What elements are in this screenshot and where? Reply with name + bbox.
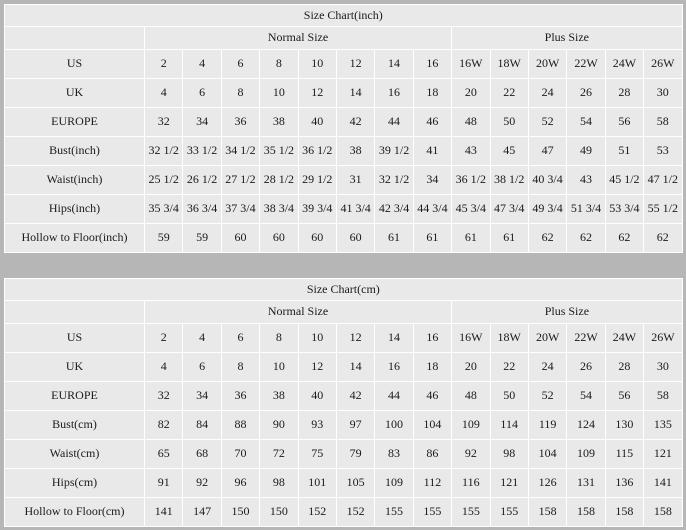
table-row bbox=[5, 50, 683, 79]
table-cell: 104 bbox=[528, 440, 566, 469]
table-cell: 4 bbox=[183, 50, 221, 79]
table-cell: 61 bbox=[375, 224, 413, 253]
table-row bbox=[5, 137, 683, 166]
table-cell: 96 bbox=[221, 469, 259, 498]
table-cell: 41 bbox=[413, 137, 451, 166]
table-cell: 152 bbox=[336, 498, 374, 527]
table-cell: 114 bbox=[490, 411, 528, 440]
table-cell: 61 bbox=[452, 224, 490, 253]
table-cell: 32 1/2 bbox=[145, 137, 183, 166]
table-cell: 115 bbox=[605, 440, 643, 469]
table-cell: 60 bbox=[221, 224, 259, 253]
table-cell: 65 bbox=[145, 440, 183, 469]
table-row bbox=[5, 224, 683, 253]
table-cell: 34 bbox=[183, 108, 221, 137]
table-cell: 75 bbox=[298, 440, 336, 469]
table-cell: 61 bbox=[490, 224, 528, 253]
table-cell: 155 bbox=[490, 498, 528, 527]
table-cell: 24W bbox=[605, 324, 643, 353]
table-cell: 98 bbox=[260, 469, 298, 498]
table-cell: 6 bbox=[183, 353, 221, 382]
table-cell: 136 bbox=[605, 469, 643, 498]
table-cell: 29 1/2 bbox=[298, 166, 336, 195]
table-cell: 43 bbox=[567, 166, 605, 195]
table-cell: 62 bbox=[567, 224, 605, 253]
table-cell: 22 bbox=[490, 79, 528, 108]
table-cell: 49 3/4 bbox=[528, 195, 566, 224]
table-cell: 150 bbox=[221, 498, 259, 527]
table-cell: 42 bbox=[336, 382, 374, 411]
table-cell: 32 bbox=[145, 382, 183, 411]
table-cell: 50 bbox=[490, 108, 528, 137]
table-cell: 32 bbox=[145, 108, 183, 137]
table-cell: 34 1/2 bbox=[221, 137, 259, 166]
table-cell: 112 bbox=[413, 469, 451, 498]
table-cell: 121 bbox=[490, 469, 528, 498]
table-cell: 105 bbox=[336, 469, 374, 498]
table-cell: 52 bbox=[528, 108, 566, 137]
table-cell: 16 bbox=[413, 50, 451, 79]
table-cell: 109 bbox=[452, 411, 490, 440]
table-cell: 61 bbox=[413, 224, 451, 253]
row-label: EUROPE bbox=[5, 108, 145, 137]
table-title-row bbox=[5, 279, 683, 301]
size-chart-cm-wrapper bbox=[4, 278, 682, 527]
table-cell: 30 bbox=[644, 353, 683, 382]
table-cell: 38 3/4 bbox=[260, 195, 298, 224]
table-cell: 49 bbox=[567, 137, 605, 166]
table-cell: 152 bbox=[298, 498, 336, 527]
table-cell: 28 1/2 bbox=[260, 166, 298, 195]
table-cell: 60 bbox=[336, 224, 374, 253]
table-cell: 34 bbox=[183, 382, 221, 411]
table-cell: 28 bbox=[605, 79, 643, 108]
table-cell: 53 3/4 bbox=[605, 195, 643, 224]
row-label: Waist(inch) bbox=[5, 166, 145, 195]
row-label: US bbox=[5, 50, 145, 79]
table-cell: 22W bbox=[567, 324, 605, 353]
table-cell: 12 bbox=[336, 50, 374, 79]
table-cell: 39 1/2 bbox=[375, 137, 413, 166]
table-cell: 36 3/4 bbox=[183, 195, 221, 224]
size-chart-inch-wrapper bbox=[4, 4, 682, 253]
table-cell: 58 bbox=[644, 108, 682, 137]
table-cell: 35 1/2 bbox=[260, 137, 298, 166]
table-cell: 60 bbox=[260, 224, 298, 253]
table-cell: 51 bbox=[605, 137, 643, 166]
table-cell: 56 bbox=[605, 108, 643, 137]
table-cell: 38 1/2 bbox=[490, 166, 528, 195]
table-cell: 62 bbox=[605, 224, 643, 253]
table-group-row bbox=[5, 301, 683, 324]
table-cell: 59 bbox=[145, 224, 183, 253]
table-cell: 47 1/2 bbox=[644, 166, 682, 195]
group-header-empty bbox=[5, 301, 145, 324]
row-label: Bust(inch) bbox=[5, 137, 145, 166]
table-cell: 25 1/2 bbox=[145, 166, 183, 195]
table-cell: 51 3/4 bbox=[567, 195, 605, 224]
group-header-empty bbox=[5, 27, 145, 50]
group-header-plus-size: Plus Size bbox=[452, 27, 682, 50]
table-group-row bbox=[5, 27, 683, 50]
table-cell: 14 bbox=[336, 353, 374, 382]
table-cell: 116 bbox=[452, 469, 490, 498]
table-cell: 18 bbox=[413, 79, 451, 108]
table-cell: 44 bbox=[375, 382, 413, 411]
row-label: US bbox=[5, 324, 145, 353]
table-cell: 20 bbox=[452, 79, 490, 108]
table-cell: 124 bbox=[567, 411, 605, 440]
table-cell: 40 bbox=[298, 108, 336, 137]
table-cell: 8 bbox=[260, 50, 298, 79]
table-cell: 92 bbox=[452, 440, 490, 469]
table-cell: 55 1/2 bbox=[644, 195, 682, 224]
table-cell: 50 bbox=[490, 382, 528, 411]
table-cell: 101 bbox=[298, 469, 336, 498]
table-cell: 91 bbox=[145, 469, 183, 498]
table-cell: 27 1/2 bbox=[221, 166, 259, 195]
table-cell: 47 3/4 bbox=[490, 195, 528, 224]
table-cell: 20W bbox=[528, 324, 566, 353]
table-cell: 10 bbox=[260, 79, 298, 108]
table-cell: 45 bbox=[490, 137, 528, 166]
table-cell: 30 bbox=[644, 79, 682, 108]
chart-title: Size Chart(inch) bbox=[5, 5, 683, 27]
table-cell: 14 bbox=[375, 324, 413, 353]
table-cell: 47 bbox=[528, 137, 566, 166]
table-cell: 36 1/2 bbox=[298, 137, 336, 166]
table-cell: 130 bbox=[605, 411, 643, 440]
table-cell: 28 bbox=[605, 353, 643, 382]
table-cell: 92 bbox=[183, 469, 221, 498]
table-cell: 155 bbox=[413, 498, 451, 527]
table-cell: 4 bbox=[145, 79, 183, 108]
table-row bbox=[5, 166, 683, 195]
table-cell: 38 bbox=[260, 382, 298, 411]
table-cell: 22W bbox=[567, 50, 605, 79]
table-cell: 62 bbox=[644, 224, 682, 253]
table-cell: 56 bbox=[605, 382, 643, 411]
table-cell: 26 bbox=[567, 79, 605, 108]
table-cell: 126 bbox=[528, 469, 566, 498]
table-row bbox=[5, 324, 683, 353]
table-cell: 16W bbox=[452, 50, 490, 79]
table-cell: 42 bbox=[336, 108, 374, 137]
table-cell: 42 3/4 bbox=[375, 195, 413, 224]
row-label: Hollow to Floor(inch) bbox=[5, 224, 145, 253]
table-cell: 10 bbox=[298, 324, 336, 353]
table-cell: 45 3/4 bbox=[452, 195, 490, 224]
row-label: Hollow to Floor(cm) bbox=[5, 498, 145, 527]
table-cell: 34 bbox=[413, 166, 451, 195]
table-cell: 41 3/4 bbox=[336, 195, 374, 224]
table-cell: 48 bbox=[452, 382, 490, 411]
table-cell: 12 bbox=[298, 79, 336, 108]
table-cell: 8 bbox=[221, 79, 259, 108]
table-cell: 52 bbox=[528, 382, 566, 411]
table-cell: 158 bbox=[528, 498, 566, 527]
table-cell: 6 bbox=[221, 50, 259, 79]
table-cell: 36 bbox=[221, 108, 259, 137]
table-cell: 38 bbox=[260, 108, 298, 137]
row-label: UK bbox=[5, 79, 145, 108]
table-row bbox=[5, 79, 683, 108]
table-cell: 26W bbox=[644, 324, 683, 353]
table-cell: 100 bbox=[375, 411, 413, 440]
table-cell: 98 bbox=[490, 440, 528, 469]
table-cell: 119 bbox=[528, 411, 566, 440]
table-cell: 53 bbox=[644, 137, 682, 166]
group-header-normal-size: Normal Size bbox=[145, 27, 452, 50]
table-cell: 22 bbox=[490, 353, 528, 382]
table-cell: 104 bbox=[413, 411, 451, 440]
table-cell: 2 bbox=[145, 324, 183, 353]
table-cell: 6 bbox=[221, 324, 259, 353]
table-cell: 39 3/4 bbox=[298, 195, 336, 224]
table-cell: 44 3/4 bbox=[413, 195, 451, 224]
table-cell: 24 bbox=[528, 79, 566, 108]
table-cell: 40 bbox=[298, 382, 336, 411]
table-cell: 35 3/4 bbox=[145, 195, 183, 224]
table-cell: 16 bbox=[375, 79, 413, 108]
table-cell: 24 bbox=[528, 353, 566, 382]
size-chart-inch-table bbox=[4, 4, 683, 253]
table-cell: 38 bbox=[336, 137, 374, 166]
table-cell: 46 bbox=[413, 108, 451, 137]
table-cell: 16W bbox=[452, 324, 490, 353]
table-row bbox=[5, 498, 683, 527]
table-row bbox=[5, 382, 683, 411]
table-cell: 72 bbox=[260, 440, 298, 469]
table-cell: 14 bbox=[375, 50, 413, 79]
table-cell: 79 bbox=[336, 440, 374, 469]
table-cell: 10 bbox=[298, 50, 336, 79]
table-cell: 20 bbox=[452, 353, 490, 382]
table-cell: 8 bbox=[221, 353, 259, 382]
table-cell: 82 bbox=[145, 411, 183, 440]
table-cell: 8 bbox=[260, 324, 298, 353]
table-cell: 141 bbox=[644, 469, 683, 498]
table-cell: 48 bbox=[452, 108, 490, 137]
table-cell: 147 bbox=[183, 498, 221, 527]
table-cell: 44 bbox=[375, 108, 413, 137]
table-cell: 60 bbox=[298, 224, 336, 253]
table-cell: 88 bbox=[221, 411, 259, 440]
table-cell: 135 bbox=[644, 411, 683, 440]
table-cell: 121 bbox=[644, 440, 683, 469]
table-cell: 18 bbox=[413, 353, 451, 382]
group-header-plus-size: Plus Size bbox=[452, 301, 683, 324]
table-cell: 158 bbox=[644, 498, 683, 527]
table-row bbox=[5, 108, 683, 137]
table-cell: 62 bbox=[528, 224, 566, 253]
table-cell: 18W bbox=[490, 324, 528, 353]
table-cell: 33 1/2 bbox=[183, 137, 221, 166]
table-row bbox=[5, 440, 683, 469]
table-cell: 4 bbox=[183, 324, 221, 353]
table-cell: 45 1/2 bbox=[605, 166, 643, 195]
table-cell: 32 1/2 bbox=[375, 166, 413, 195]
table-cell: 46 bbox=[413, 382, 451, 411]
table-cell: 26W bbox=[644, 50, 682, 79]
table-cell: 86 bbox=[413, 440, 451, 469]
table-cell: 4 bbox=[145, 353, 183, 382]
table-cell: 54 bbox=[567, 108, 605, 137]
table-title-row bbox=[5, 5, 683, 27]
table-cell: 90 bbox=[260, 411, 298, 440]
row-label: Hips(cm) bbox=[5, 469, 145, 498]
table-cell: 12 bbox=[336, 324, 374, 353]
table-cell: 97 bbox=[336, 411, 374, 440]
row-label: UK bbox=[5, 353, 145, 382]
table-cell: 20W bbox=[528, 50, 566, 79]
table-cell: 26 1/2 bbox=[183, 166, 221, 195]
table-row bbox=[5, 195, 683, 224]
table-cell: 70 bbox=[221, 440, 259, 469]
table-cell: 131 bbox=[567, 469, 605, 498]
table-cell: 14 bbox=[336, 79, 374, 108]
table-cell: 109 bbox=[375, 469, 413, 498]
table-cell: 83 bbox=[375, 440, 413, 469]
table-cell: 31 bbox=[336, 166, 374, 195]
table-cell: 59 bbox=[183, 224, 221, 253]
table-cell: 93 bbox=[298, 411, 336, 440]
table-cell: 54 bbox=[567, 382, 605, 411]
table-cell: 12 bbox=[298, 353, 336, 382]
table-cell: 109 bbox=[567, 440, 605, 469]
table-row bbox=[5, 353, 683, 382]
table-cell: 158 bbox=[567, 498, 605, 527]
chart-title: Size Chart(cm) bbox=[5, 279, 683, 301]
table-cell: 141 bbox=[145, 498, 183, 527]
table-cell: 36 1/2 bbox=[452, 166, 490, 195]
row-label: Bust(cm) bbox=[5, 411, 145, 440]
row-label: Hips(inch) bbox=[5, 195, 145, 224]
table-cell: 155 bbox=[452, 498, 490, 527]
table-cell: 37 3/4 bbox=[221, 195, 259, 224]
table-cell: 158 bbox=[605, 498, 643, 527]
table-cell: 84 bbox=[183, 411, 221, 440]
table-cell: 40 3/4 bbox=[528, 166, 566, 195]
table-row bbox=[5, 469, 683, 498]
table-cell: 24W bbox=[605, 50, 643, 79]
table-cell: 58 bbox=[644, 382, 683, 411]
table-cell: 68 bbox=[183, 440, 221, 469]
table-cell: 150 bbox=[260, 498, 298, 527]
table-cell: 18W bbox=[490, 50, 528, 79]
table-cell: 2 bbox=[145, 50, 183, 79]
group-header-normal-size: Normal Size bbox=[145, 301, 452, 324]
row-label: EUROPE bbox=[5, 382, 145, 411]
table-cell: 43 bbox=[452, 137, 490, 166]
table-row bbox=[5, 411, 683, 440]
table-cell: 155 bbox=[375, 498, 413, 527]
table-cell: 16 bbox=[413, 324, 451, 353]
table-cell: 16 bbox=[375, 353, 413, 382]
table-cell: 26 bbox=[567, 353, 605, 382]
table-cell: 36 bbox=[221, 382, 259, 411]
table-cell: 10 bbox=[260, 353, 298, 382]
row-label: Waist(cm) bbox=[5, 440, 145, 469]
table-cell: 6 bbox=[183, 79, 221, 108]
size-chart-cm-table bbox=[4, 278, 683, 527]
